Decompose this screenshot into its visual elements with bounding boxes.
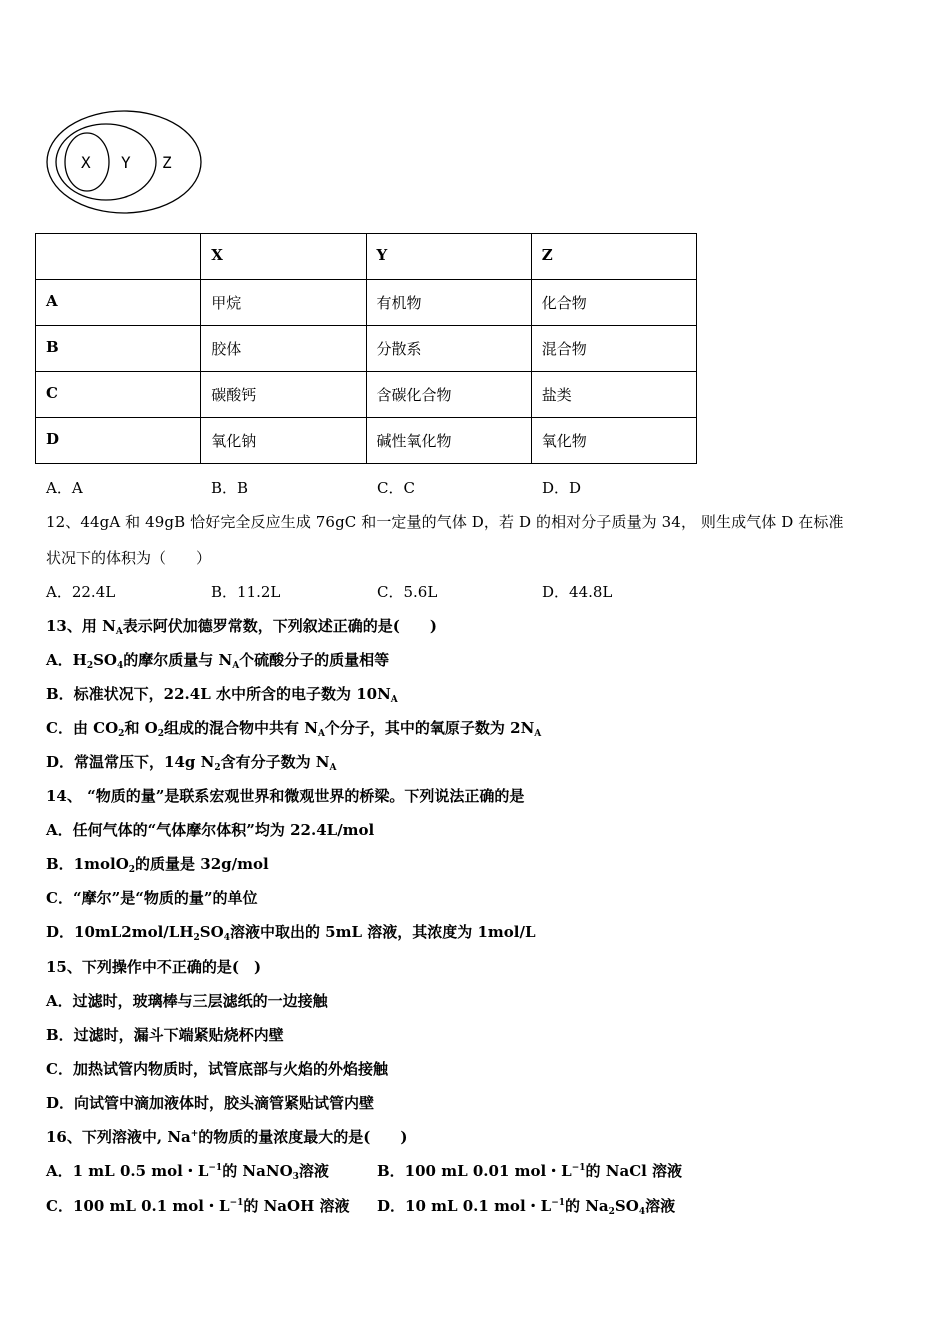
table-row: [36, 326, 697, 372]
table-header-row: [36, 234, 697, 280]
q16-option-b[interactable]: B．100 mL 0.01 mol・$L^{-1}$的 NaCl 溶液: [377, 1162, 683, 1180]
label-x: X: [81, 153, 91, 172]
q14-stem: 14、 “物质的量”是联系宏观世界和微观世界的桥梁。下列说法正确的是: [46, 787, 525, 805]
table-cell: Z: [531, 234, 696, 280]
table-cell: 氧化钠: [201, 418, 366, 464]
table-row: [36, 418, 697, 464]
q14-option-b[interactable]: B．1molO$_2$的质量是 32g/mol: [46, 855, 269, 875]
q15-option-d[interactable]: D．向试管中滴加液体时，胶头滴管紧贴试管内壁: [46, 1094, 375, 1112]
table-cell: 有机物: [366, 280, 531, 326]
table-cell: 含碳化合物: [366, 372, 531, 418]
q12-option-a[interactable]: A．22.4L: [46, 583, 116, 601]
table-cell: C: [36, 372, 201, 418]
table-cell: 分散系: [366, 326, 531, 372]
q16-option-d[interactable]: D．10 mL 0.1 mol・$L^{-1}$的 $Na_2SO_4$溶液: [377, 1197, 676, 1217]
table-cell: 胶体: [201, 326, 366, 372]
q13-option-c[interactable]: C．由 $CO_2$和 $O_2$组成的混合物中共有 $N_A$个分子，其中的氧原子数为 $2N_A$: [46, 719, 542, 739]
q15-option-b[interactable]: B．过滤时，漏斗下端紧贴烧杯内壁: [46, 1026, 284, 1044]
table-cell: A: [36, 280, 201, 326]
q16-stem: 16、下列溶液中, Na+的物质的量浓度最大的是( ): [46, 1128, 408, 1146]
classification-table: [35, 233, 697, 464]
q15-option-c[interactable]: C．加热试管内物质时，试管底部与火焰的外焰接触: [46, 1060, 388, 1078]
table-cell: [36, 234, 201, 280]
table-row: [36, 280, 697, 326]
q11-option-c[interactable]: C．C: [377, 479, 415, 497]
q14-option-d[interactable]: D．$10mL2mol/LH_2SO_4$溶液中取出的 5mL 溶液，其浓度为 1mol/L: [46, 923, 536, 943]
q12-stem-line2: 状况下的体积为（ ）: [46, 549, 212, 567]
venn-diagram: [44, 108, 206, 216]
table-cell: 碳酸钙: [201, 372, 366, 418]
table-cell: 碱性氧化物: [366, 418, 531, 464]
label-z: Z: [162, 153, 172, 172]
table-cell: B: [36, 326, 201, 372]
q12-option-b[interactable]: B．11.2L: [211, 583, 281, 601]
q11-option-a[interactable]: A．A: [46, 479, 83, 497]
q12-option-d[interactable]: D．44.8L: [542, 583, 613, 601]
q15-stem: 15、下列操作中不正确的是( ): [46, 958, 262, 976]
q14-option-a[interactable]: A．任何气体的“气体摩尔体积”均为 22.4L/mol: [46, 821, 375, 839]
table-cell: 盐类: [531, 372, 696, 418]
label-y: Y: [121, 153, 131, 172]
q13-option-a[interactable]: A．$H_2SO_4$的摩尔质量与 $N_A$个硫酸分子的质量相等: [46, 651, 390, 671]
table-cell: 化合物: [531, 280, 696, 326]
table-cell: 甲烷: [201, 280, 366, 326]
q15-option-a[interactable]: A．过滤时，玻璃棒与三层滤纸的一边接触: [46, 992, 328, 1010]
table-cell: D: [36, 418, 201, 464]
q16-option-a[interactable]: A．1 mL 0.5 mol・$L^{-1}$的 NaNO$_3$溶液: [46, 1162, 329, 1182]
q13-stem: 13、用 $N_A$表示阿伏加德罗常数，下列叙述正确的是( ): [46, 617, 437, 637]
q12-stem-line1: 12、44gA 和 49gB 恰好完全反应生成 76gC 和一定量的气体 D，若 D 的相对分子质量为 34， 则生成气体 D 在标准: [46, 513, 844, 531]
q16-option-c[interactable]: C．100 mL 0.1 mol・$L^{-1}$的 NaOH 溶液: [46, 1197, 350, 1215]
ellipse-y: [56, 124, 156, 200]
q12-option-c[interactable]: C．5.6L: [377, 583, 438, 601]
table-cell: Y: [366, 234, 531, 280]
q13-option-b[interactable]: B．标准状况下，22.4L 水中所含的电子数为 $10N_A$: [46, 685, 398, 705]
q13-option-d[interactable]: D．常温常压下，14g $N_2$含有分子数为 $N_A$: [46, 753, 337, 773]
q14-option-c[interactable]: C．“摩尔”是“物质的量”的单位: [46, 889, 258, 907]
table-row: [36, 372, 697, 418]
q11-option-d[interactable]: D．D: [542, 479, 582, 497]
table-cell: 氧化物: [531, 418, 696, 464]
q11-option-b[interactable]: B．B: [211, 479, 249, 497]
table-cell: 混合物: [531, 326, 696, 372]
table-cell: X: [201, 234, 366, 280]
